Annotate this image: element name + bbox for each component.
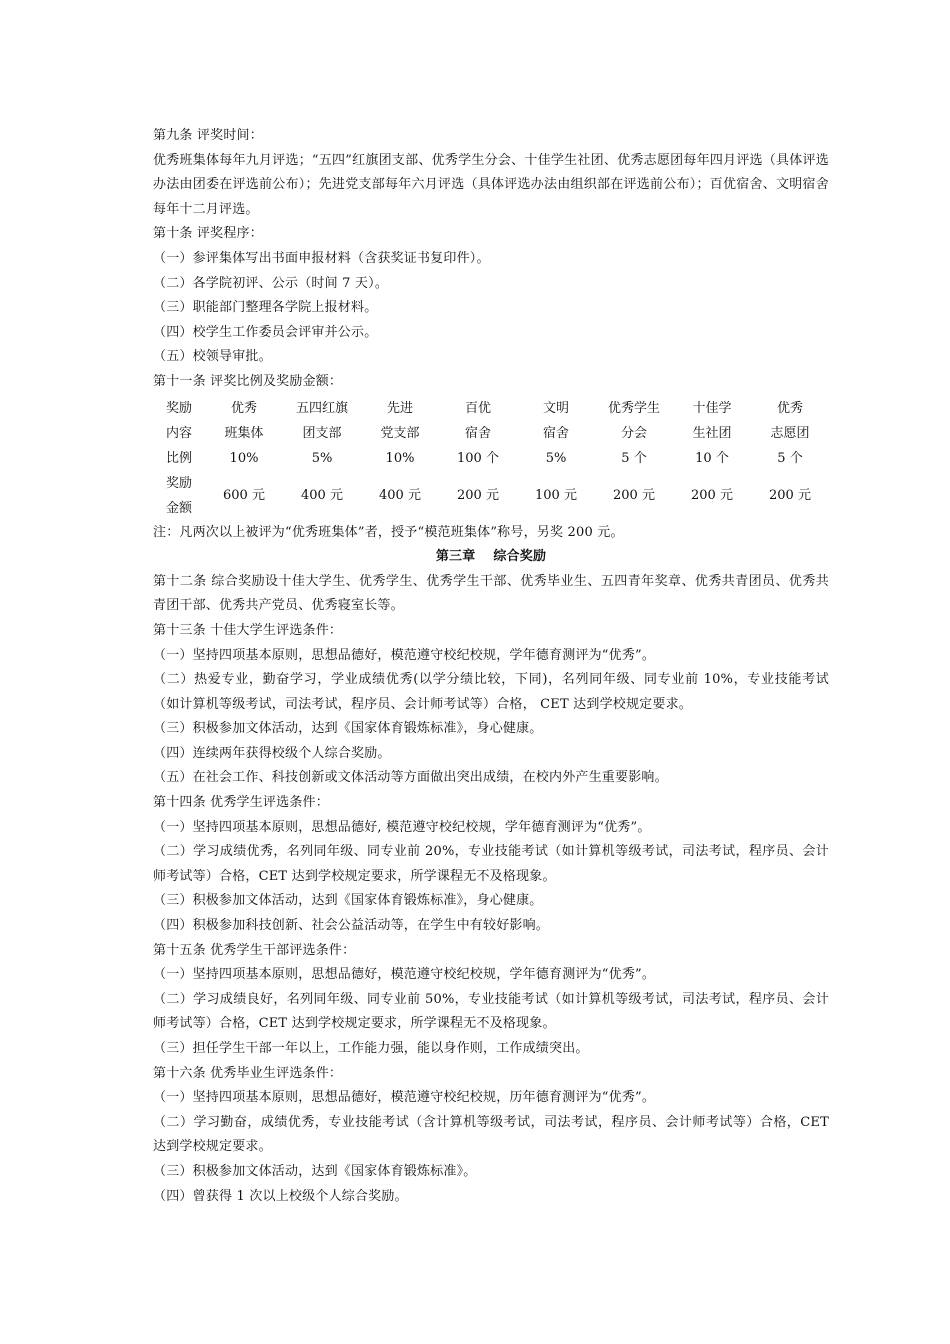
table-cell: 200 元 (457, 488, 499, 504)
table-cell: 团支部 (302, 425, 342, 441)
table-cell: 100 个 (457, 450, 499, 466)
table-cell: 100 元 (535, 488, 577, 504)
article-13-title: 第十三条 十佳大学生评选条件： (153, 622, 343, 638)
table-cell: 党支部 (380, 425, 420, 441)
article-14-item: （二）学习成绩优秀，名列同年级、同专业前 20%，专业技能考试（如计算机等级考试，司法考试，程序员、会计师考试等）合格，CET 达到学校规定要求，所学课程无不及格现象。 (153, 844, 829, 884)
table-row-label (153, 471, 205, 521)
table-cell: 10% (385, 450, 415, 466)
table-cell: 分会 (620, 425, 647, 441)
table-cell: 文明 (542, 400, 569, 416)
chapter-3-heading: 第三章 综合奖励 (435, 549, 547, 565)
table-cell: 宿舍 (464, 425, 491, 441)
table-cell: 5% (311, 450, 333, 466)
article-14-item: （一）坚持四项基本原则，思想品德好, 模范遵守校纪校规，学年德育测评为“优秀”。 (153, 819, 651, 835)
article-11-note: 注：凡两次以上被评为“优秀班集体”者，授予“模范班集体”称号，另奖 200 元。 (153, 524, 624, 540)
table-cell: 5 个 (621, 450, 647, 466)
article-16-title: 第十六条 优秀毕业生评选条件： (153, 1065, 343, 1081)
article-13-item: （三）积极参加文体活动，达到《国家体育锻炼标准》，身心健康。 (153, 721, 543, 737)
article-10-item: （三）职能部门整理各学院上报材料。 (153, 300, 378, 316)
article-16-item: （一）坚持四项基本原则，思想品德好，模范遵守校纪校规，历年德育测评为“优秀”。 (153, 1090, 656, 1106)
table-cell: 内容 (165, 425, 192, 441)
article-11-title: 第十一条 评奖比例及奖励金额： (153, 373, 343, 389)
table-cell: 优秀学生 (607, 400, 660, 416)
table-cell: 奖励 (165, 400, 192, 416)
article-10-item: （一）参评集体写出书面申报材料（含获奖证书复印件）。 (153, 250, 490, 266)
table-cell: 10 个 (695, 450, 729, 466)
article-13-item: （二）热爱专业，勤奋学习，学业成绩优秀(以学分绩比较，下同)，名列同年级、同专业前 10%，专业技能考试（如计算机等级考试，司法考试，程序员、会计师考试等）合格， CET 达到学校规定要求。 (153, 672, 829, 712)
table-cell: 优秀 (230, 400, 257, 416)
amount-label-bottom: 金额 (165, 500, 192, 516)
table-cell: 班集体 (224, 425, 264, 441)
article-12-body: 第十二条 综合奖励设十佳大学生、优秀学生、优秀学生干部、优秀毕业生、五四青年奖章、优秀共青团员、优秀共青团干部、优秀共产党员、优秀寝室长等。 (153, 573, 829, 614)
table-cell: 优秀 (776, 400, 803, 416)
award-ratio-table (153, 396, 829, 521)
article-14-item: （三）积极参加文体活动，达到《国家体育锻炼标准》，身心健康。 (153, 893, 543, 909)
article-15-item: （二）学习成绩良好，名列同年级、同专业前 50%，专业技能考试（如计算机等级考试，司法考试，程序员、会计师考试等）合格，CET 达到学校规定要求，所学课程无不及格现象。 (153, 991, 829, 1032)
article-13-item: （一）坚持四项基本原则，思想品德好，模范遵守校纪校规，学年德育测评为“优秀”。 (153, 647, 656, 663)
table-cell: 200 元 (613, 488, 655, 504)
table-cell: 400 元 (379, 488, 421, 504)
article-9-body: 优秀班集体每年九月评选；“五四”红旗团支部、优秀学生分会、十佳学生社团、优秀志愿团每年四月评选（具体评选办法由团委在评选前公布）；先进党支部每年六月评选（具体评选办法由组织部在评选前公布）；百优宿舍、文明宿舍每年十二月评选。 (153, 152, 829, 217)
article-15-item: （一）坚持四项基本原则，思想品德好，模范遵守校纪校规，学年德育测评为“优秀”。 (153, 967, 656, 983)
article-16-item: （四）曾获得 1 次以上校级个人综合奖励。 (153, 1188, 408, 1204)
article-14-title: 第十四条 优秀学生评选条件： (153, 795, 329, 811)
table-cell: 5 个 (777, 450, 803, 466)
table-cell: 200 元 (769, 488, 811, 504)
table-cell: 5% (545, 450, 567, 466)
table-cell: 十佳学 (692, 400, 732, 416)
article-15-item: （三）担任学生干部一年以上，工作能力强，能以身作则，工作成绩突出。 (153, 1041, 589, 1056)
table-cell: 200 元 (691, 488, 733, 504)
table-cell: 百优 (464, 400, 491, 416)
table-cell: 五四红旗 (295, 400, 348, 416)
article-9-title: 第九条 评奖时间： (153, 128, 263, 143)
table-cell: 400 元 (301, 488, 343, 504)
table-row-amount (153, 471, 829, 521)
table-row-ratio (153, 446, 829, 471)
article-10-item: （二）各学院初评、公示（时间 7 天）。 (153, 275, 389, 291)
document-page (153, 124, 829, 1209)
table-cell: 600 元 (223, 488, 265, 504)
amount-label-top: 奖励 (165, 475, 192, 491)
article-10-item: （五）校领导审批。 (153, 349, 272, 365)
table-cell: 10% (229, 450, 259, 466)
table-header-row-bottom (153, 421, 829, 446)
article-13-item: （五）在社会工作、科技创新或文体活动等方面做出突出成绩，在校内外产生重要影响。 (153, 770, 668, 786)
table-cell: 先进 (386, 400, 413, 416)
article-10-title: 第十条 评奖程序： (153, 226, 263, 242)
article-14-item: （四）积极参加科技创新、社会公益活动等，在学生中有较好影响。 (153, 918, 550, 934)
table-header-row-top (153, 396, 829, 421)
table-cell: 志愿团 (770, 425, 810, 441)
table-row-label: 比例 (165, 450, 192, 466)
article-10-item: （四）校学生工作委员会评审并公示。 (153, 324, 378, 340)
article-16-item: （二）学习勤奋，成绩优秀，专业技能考试（含计算机等级考试，司法考试，程序员、会计师考试等）合格，CET 达到学校规定要求。 (153, 1114, 829, 1155)
article-16-item: （三）积极参加文体活动，达到《国家体育锻炼标准》。 (153, 1163, 477, 1179)
article-13-item: （四）连续两年获得校级个人综合奖励。 (153, 745, 391, 761)
table-cell: 生社团 (692, 425, 732, 441)
article-15-title: 第十五条 优秀学生干部评选条件： (153, 942, 356, 958)
table-cell: 宿舍 (542, 425, 569, 441)
